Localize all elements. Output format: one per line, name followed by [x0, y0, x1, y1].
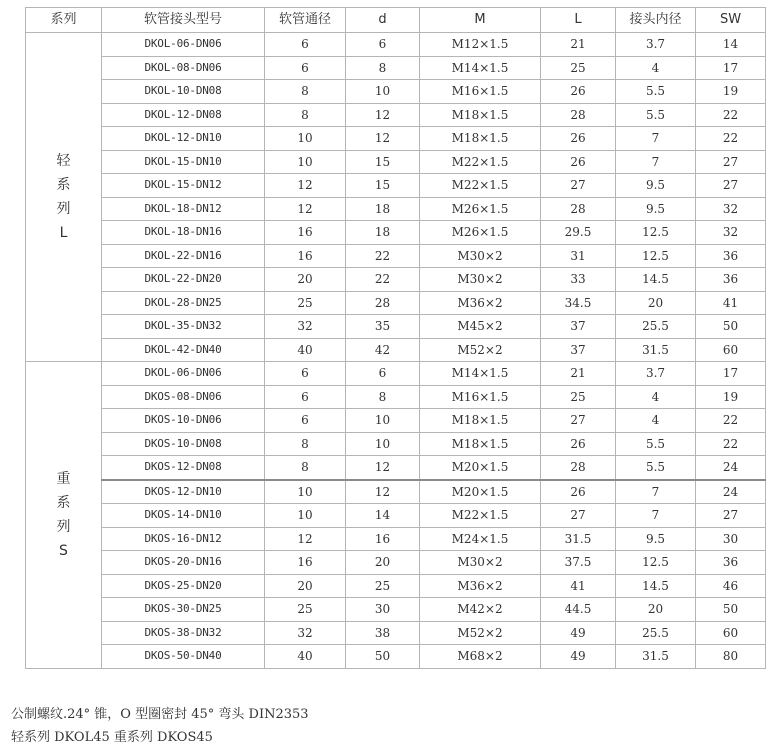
- cell-m: M26×1.5: [420, 197, 541, 221]
- cell-sw: 36: [696, 244, 766, 268]
- cell-l: 41: [541, 574, 616, 598]
- cell-inner-diameter: 31.5: [616, 645, 696, 669]
- header-model: 软管接头型号: [102, 8, 265, 33]
- cell-d: 42: [346, 338, 420, 362]
- cell-model: DKOL-06-DN06: [102, 33, 265, 57]
- cell-model: DKOS-12-DN08: [102, 456, 265, 480]
- cell-d: 12: [346, 456, 420, 480]
- cell-d: 15: [346, 150, 420, 174]
- cell-d: 10: [346, 432, 420, 456]
- cell-model: DKOL-18-DN12: [102, 197, 265, 221]
- series-char: S: [59, 542, 68, 559]
- cell-inner-diameter: 4: [616, 56, 696, 80]
- cell-l: 25: [541, 56, 616, 80]
- table-row: [26, 456, 766, 480]
- cell-d: 12: [346, 127, 420, 151]
- cell-sw: 22: [696, 409, 766, 433]
- cell-hose-bore: 10: [265, 480, 346, 504]
- cell-l: 29.5: [541, 221, 616, 245]
- header-hose-bore: 软管通径: [265, 8, 346, 33]
- cell-hose-bore: 6: [265, 56, 346, 80]
- table-row: [26, 645, 766, 669]
- cell-l: 25: [541, 385, 616, 409]
- cell-l: 26: [541, 480, 616, 504]
- cell-d: 38: [346, 621, 420, 645]
- series-cell-light: [26, 33, 102, 362]
- cell-d: 12: [346, 103, 420, 127]
- cell-m: M30×2: [420, 268, 541, 292]
- cell-model: DKOL-10-DN08: [102, 80, 265, 104]
- cell-l: 21: [541, 33, 616, 57]
- cell-model: DKOS-30-DN25: [102, 598, 265, 622]
- series-char: 列: [56, 518, 71, 535]
- cell-inner-diameter: 5.5: [616, 456, 696, 480]
- cell-hose-bore: 10: [265, 150, 346, 174]
- series-char: 列: [56, 201, 71, 217]
- cell-m: M68×2: [420, 645, 541, 669]
- cell-m: M14×1.5: [420, 56, 541, 80]
- cell-inner-diameter: 20: [616, 291, 696, 315]
- cell-sw: 60: [696, 338, 766, 362]
- cell-d: 25: [346, 574, 420, 598]
- cell-model: DKOS-50-DN40: [102, 645, 265, 669]
- cell-sw: 32: [696, 221, 766, 245]
- cell-inner-diameter: 7: [616, 504, 696, 528]
- cell-d: 10: [346, 409, 420, 433]
- cell-d: 8: [346, 56, 420, 80]
- cell-sw: 14: [696, 33, 766, 57]
- table-row: [26, 291, 766, 315]
- cell-model: DKOS-08-DN06: [102, 385, 265, 409]
- cell-m: M22×1.5: [420, 174, 541, 198]
- cell-model: DKOS-14-DN10: [102, 504, 265, 528]
- cell-sw: 50: [696, 315, 766, 339]
- cell-d: 8: [346, 385, 420, 409]
- cell-m: M18×1.5: [420, 103, 541, 127]
- cell-inner-diameter: 5.5: [616, 103, 696, 127]
- table-row: [26, 197, 766, 221]
- cell-hose-bore: 20: [265, 268, 346, 292]
- cell-inner-diameter: 4: [616, 409, 696, 433]
- cell-model: DKOL-06-DN06: [102, 362, 265, 386]
- cell-d: 10: [346, 80, 420, 104]
- cell-l: 26: [541, 150, 616, 174]
- table-row: [26, 551, 766, 575]
- cell-sw: 27: [696, 150, 766, 174]
- cell-m: M18×1.5: [420, 432, 541, 456]
- cell-model: DKOL-22-DN20: [102, 268, 265, 292]
- cell-hose-bore: 20: [265, 574, 346, 598]
- cell-l: 49: [541, 621, 616, 645]
- cell-d: 6: [346, 33, 420, 57]
- cell-hose-bore: 12: [265, 174, 346, 198]
- cell-m: M52×2: [420, 338, 541, 362]
- cell-hose-bore: 32: [265, 315, 346, 339]
- cell-model: DKOS-16-DN12: [102, 527, 265, 551]
- cell-model: DKOL-15-DN10: [102, 150, 265, 174]
- cell-sw: 22: [696, 103, 766, 127]
- cell-m: M16×1.5: [420, 385, 541, 409]
- cell-m: M22×1.5: [420, 150, 541, 174]
- cell-inner-diameter: 7: [616, 480, 696, 504]
- cell-m: M12×1.5: [420, 33, 541, 57]
- cell-inner-diameter: 31.5: [616, 338, 696, 362]
- cell-hose-bore: 12: [265, 527, 346, 551]
- cell-model: DKOS-10-DN06: [102, 409, 265, 433]
- cell-hose-bore: 16: [265, 244, 346, 268]
- cell-inner-diameter: 20: [616, 598, 696, 622]
- series-char: 重: [56, 470, 71, 487]
- cell-l: 44.5: [541, 598, 616, 622]
- table-row: [26, 56, 766, 80]
- cell-l: 31: [541, 244, 616, 268]
- table-row: [26, 33, 766, 57]
- fitting-spec-table: [25, 7, 766, 669]
- cell-model: DKOS-38-DN32: [102, 621, 265, 645]
- cell-inner-diameter: 3.7: [616, 33, 696, 57]
- table-row: [26, 409, 766, 433]
- table-row: [26, 480, 766, 504]
- cell-inner-diameter: 12.5: [616, 221, 696, 245]
- cell-hose-bore: 25: [265, 598, 346, 622]
- cell-model: DKOL-15-DN12: [102, 174, 265, 198]
- cell-m: M16×1.5: [420, 80, 541, 104]
- cell-sw: 36: [696, 268, 766, 292]
- cell-d: 18: [346, 197, 420, 221]
- cell-l: 26: [541, 432, 616, 456]
- cell-inner-diameter: 7: [616, 150, 696, 174]
- cell-sw: 27: [696, 174, 766, 198]
- cell-inner-diameter: 12.5: [616, 244, 696, 268]
- cell-m: M14×1.5: [420, 362, 541, 386]
- cell-hose-bore: 32: [265, 621, 346, 645]
- cell-sw: 50: [696, 598, 766, 622]
- cell-m: M22×1.5: [420, 504, 541, 528]
- cell-d: 6: [346, 362, 420, 386]
- cell-m: M20×1.5: [420, 480, 541, 504]
- cell-model: DKOS-25-DN20: [102, 574, 265, 598]
- table-row: [26, 244, 766, 268]
- header-m: M: [420, 8, 541, 33]
- table-row: [26, 598, 766, 622]
- cell-l: 27: [541, 174, 616, 198]
- cell-m: M42×2: [420, 598, 541, 622]
- cell-m: M36×2: [420, 291, 541, 315]
- cell-hose-bore: 6: [265, 409, 346, 433]
- cell-hose-bore: 16: [265, 221, 346, 245]
- cell-hose-bore: 8: [265, 103, 346, 127]
- header-sw: SW: [696, 8, 766, 33]
- cell-l: 49: [541, 645, 616, 669]
- header-series: 系列: [26, 8, 102, 33]
- cell-hose-bore: 25: [265, 291, 346, 315]
- cell-hose-bore: 16: [265, 551, 346, 575]
- cell-hose-bore: 12: [265, 197, 346, 221]
- note-series-codes: 轻系列 DKOL45 重系列 DKOS45: [11, 730, 213, 745]
- cell-inner-diameter: 9.5: [616, 174, 696, 198]
- cell-model: DKOL-28-DN25: [102, 291, 265, 315]
- cell-model: DKOL-22-DN16: [102, 244, 265, 268]
- cell-hose-bore: 10: [265, 127, 346, 151]
- cell-hose-bore: 6: [265, 362, 346, 386]
- cell-d: 14: [346, 504, 420, 528]
- cell-hose-bore: 6: [265, 385, 346, 409]
- cell-sw: 41: [696, 291, 766, 315]
- cell-l: 28: [541, 103, 616, 127]
- cell-m: M24×1.5: [420, 527, 541, 551]
- cell-m: M52×2: [420, 621, 541, 645]
- cell-d: 22: [346, 244, 420, 268]
- cell-inner-diameter: 25.5: [616, 315, 696, 339]
- cell-hose-bore: 10: [265, 504, 346, 528]
- cell-inner-diameter: 9.5: [616, 197, 696, 221]
- table-row: [26, 432, 766, 456]
- cell-sw: 30: [696, 527, 766, 551]
- cell-model: DKOL-12-DN10: [102, 127, 265, 151]
- cell-inner-diameter: 14.5: [616, 268, 696, 292]
- cell-l: 28: [541, 456, 616, 480]
- cell-inner-diameter: 14.5: [616, 574, 696, 598]
- cell-inner-diameter: 12.5: [616, 551, 696, 575]
- cell-m: M18×1.5: [420, 127, 541, 151]
- table-row: [26, 385, 766, 409]
- cell-sw: 24: [696, 456, 766, 480]
- cell-l: 34.5: [541, 291, 616, 315]
- cell-sw: 36: [696, 551, 766, 575]
- table-row: [26, 150, 766, 174]
- cell-model: DKOS-10-DN08: [102, 432, 265, 456]
- cell-d: 12: [346, 480, 420, 504]
- cell-inner-diameter: 25.5: [616, 621, 696, 645]
- cell-m: M45×2: [420, 315, 541, 339]
- cell-l: 27: [541, 409, 616, 433]
- cell-model: DKOS-20-DN16: [102, 551, 265, 575]
- table-row: [26, 80, 766, 104]
- series-char: 系: [56, 494, 71, 511]
- cell-inner-diameter: 4: [616, 385, 696, 409]
- note-thread-spec: 公制螺纹.24° 锥，O 型圈密封 45° 弯头 DIN2353: [11, 707, 309, 722]
- cell-inner-diameter: 5.5: [616, 432, 696, 456]
- cell-l: 37: [541, 338, 616, 362]
- cell-model: DKOS-12-DN10: [102, 480, 265, 504]
- cell-m: M26×1.5: [420, 221, 541, 245]
- cell-sw: 22: [696, 432, 766, 456]
- cell-m: M30×2: [420, 244, 541, 268]
- table-row: [26, 574, 766, 598]
- header-d: d: [346, 8, 420, 33]
- cell-model: DKOL-08-DN06: [102, 56, 265, 80]
- cell-sw: 46: [696, 574, 766, 598]
- cell-sw: 27: [696, 504, 766, 528]
- table-row: [26, 315, 766, 339]
- cell-l: 37: [541, 315, 616, 339]
- table-row: [26, 221, 766, 245]
- cell-d: 16: [346, 527, 420, 551]
- cell-l: 33: [541, 268, 616, 292]
- cell-hose-bore: 40: [265, 645, 346, 669]
- cell-l: 21: [541, 362, 616, 386]
- cell-inner-diameter: 9.5: [616, 527, 696, 551]
- cell-m: M20×1.5: [420, 456, 541, 480]
- table-row: [26, 527, 766, 551]
- cell-l: 26: [541, 80, 616, 104]
- table-row: [26, 338, 766, 362]
- table-row: [26, 127, 766, 151]
- table-row: [26, 504, 766, 528]
- cell-inner-diameter: 3.7: [616, 362, 696, 386]
- cell-d: 15: [346, 174, 420, 198]
- table-row: [26, 174, 766, 198]
- table-row: [26, 103, 766, 127]
- cell-sw: 17: [696, 56, 766, 80]
- cell-l: 31.5: [541, 527, 616, 551]
- table-row: [26, 362, 766, 386]
- cell-d: 18: [346, 221, 420, 245]
- cell-inner-diameter: 5.5: [616, 80, 696, 104]
- cell-model: DKOL-42-DN40: [102, 338, 265, 362]
- table-row: [26, 621, 766, 645]
- cell-d: 22: [346, 268, 420, 292]
- cell-m: M30×2: [420, 551, 541, 575]
- cell-m: M36×2: [420, 574, 541, 598]
- header-inner-diameter: 接头内径: [616, 8, 696, 33]
- header-l: L: [541, 8, 616, 33]
- cell-d: 30: [346, 598, 420, 622]
- cell-sw: 22: [696, 127, 766, 151]
- cell-sw: 80: [696, 645, 766, 669]
- cell-d: 50: [346, 645, 420, 669]
- cell-l: 37.5: [541, 551, 616, 575]
- cell-l: 26: [541, 127, 616, 151]
- cell-hose-bore: 6: [265, 33, 346, 57]
- series-cell-heavy: [26, 362, 102, 669]
- cell-d: 20: [346, 551, 420, 575]
- table-row: [26, 268, 766, 292]
- cell-model: DKOL-35-DN32: [102, 315, 265, 339]
- cell-sw: 19: [696, 385, 766, 409]
- cell-model: DKOL-18-DN16: [102, 221, 265, 245]
- cell-d: 35: [346, 315, 420, 339]
- header-row: [26, 8, 766, 33]
- cell-hose-bore: 8: [265, 456, 346, 480]
- cell-m: M18×1.5: [420, 409, 541, 433]
- cell-l: 28: [541, 197, 616, 221]
- cell-sw: 32: [696, 197, 766, 221]
- series-char: 系: [56, 177, 71, 193]
- cell-sw: 17: [696, 362, 766, 386]
- cell-hose-bore: 8: [265, 432, 346, 456]
- cell-hose-bore: 8: [265, 80, 346, 104]
- cell-l: 27: [541, 504, 616, 528]
- cell-inner-diameter: 7: [616, 127, 696, 151]
- cell-hose-bore: 40: [265, 338, 346, 362]
- cell-d: 28: [346, 291, 420, 315]
- cell-sw: 19: [696, 80, 766, 104]
- cell-model: DKOL-12-DN08: [102, 103, 265, 127]
- series-char: L: [59, 225, 68, 241]
- cell-sw: 60: [696, 621, 766, 645]
- cell-sw: 24: [696, 480, 766, 504]
- series-char: 轻: [56, 153, 71, 169]
